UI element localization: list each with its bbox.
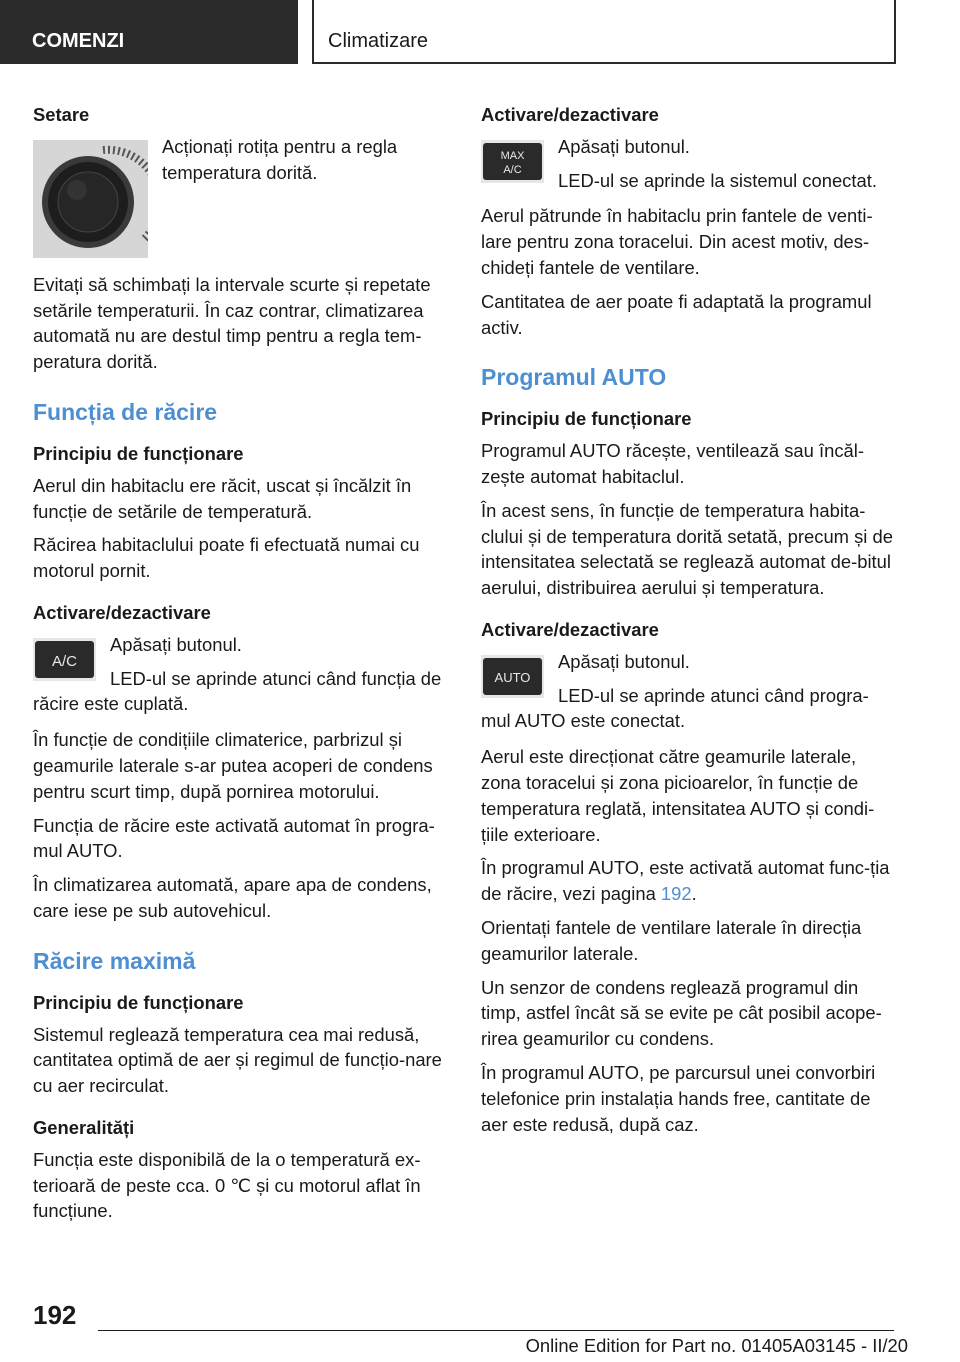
cooling-principle-p1: Aerul din habitaclu ere răcit, uscat și încălzit în funcție de setările de temperatură. — [33, 474, 412, 522]
general-heading: Generalități — [33, 1116, 135, 1138]
max-p2: Cantitatea de aer poate fi adaptată la programul activ. — [481, 290, 872, 338]
auto-button-icon — [481, 655, 544, 698]
auto-principle-p2: În acest sens, în funcție de temperatura habita-clului și de temperatura dorită setată, precum și de intensitatea selectată se reglează automat de-bitul aerului, distribuirea aerului și temperatura. — [481, 499, 893, 599]
page-number: 192 — [33, 1300, 77, 1330]
max-activation-heading: Activare/dezactivare — [481, 104, 659, 125]
temperature-dial-icon — [33, 140, 148, 258]
right-column — [481, 102, 893, 1145]
max-principle-heading: Principiu de funcționare — [33, 991, 244, 1013]
setare-instruction: Acționați rotița pentru a regla temperatura dorită. — [162, 135, 398, 183]
section-tab: COMENZI — [0, 0, 298, 64]
auto-p3: Orientați fantele de ventilare laterale în direcția geamurilor laterale. — [481, 916, 862, 964]
setare-paragraph: Evitați să schimbați la intervale scurte și repetate setările temperaturii. În caz contrar, climatizarea automată nu are destul timp pentru a regla tem-peratura dorită. — [33, 273, 431, 373]
max-cooling-section-title: Răcire maximă — [33, 947, 196, 974]
ac-button-icon — [33, 638, 96, 681]
max-led: LED-ul se aprinde la sistemul conectat. — [558, 169, 877, 191]
auto-p5: În programul AUTO, pe parcursul unei convorbiri telefonice prin instalația hands free, cantitate de aer este redusă, după caz. — [481, 1061, 876, 1135]
general-paragraph: Funcția este disponibilă de la o temperatură ex-terioară de peste cca. 0 ℃ și cu motorul aflat în funcțiune. — [33, 1148, 421, 1222]
max-principle-paragraph: Sistemul reglează temperatura cea mai redusă, cantitatea optimă de aer și regimul de funcțio-nare cu aer recirculat. — [33, 1023, 442, 1097]
page-link[interactable]: 192 — [660, 883, 692, 905]
auto-button-label: AUTO — [494, 669, 531, 685]
chapter-tab: Climatizare — [312, 0, 896, 64]
ac-button-image — [33, 638, 96, 681]
temperature-dial-image — [33, 140, 148, 258]
cooling-principle-heading: Principiu de funcționare — [33, 442, 244, 464]
auto-section-title: Programul AUTO — [481, 364, 667, 391]
max-p1: Aerul pătrunde în habitaclu prin fantele de venti-lare pentru zona toracelui. Din acest motiv, des-chideți fantele de ventilare. — [481, 205, 873, 278]
max-ac-label-bottom: A/C — [503, 163, 522, 176]
max-press: Apăsați butonul. — [558, 135, 690, 157]
cooling-principle-p2: Răcirea habitaclului poate fi efectuată numai cu motorul pornit. — [33, 534, 420, 582]
auto-p2-text: În programul AUTO, este activată automat func-ția de răcire, vezi pagina — [481, 857, 890, 905]
max-ac-button-icon — [481, 140, 544, 183]
auto-button-image — [481, 655, 544, 698]
setare-heading: Setare — [33, 104, 90, 125]
ac-button-label: A/C — [51, 652, 78, 670]
auto-led: LED-ul se aprinde atunci când progra-mul AUTO este conectat. — [481, 684, 869, 732]
cooling-p2: Funcția de răcire este activată automat în progra-mul AUTO. — [33, 814, 435, 862]
auto-principle-heading: Principiu de funcționare — [481, 408, 692, 430]
max-ac-label-top: MAX — [500, 149, 525, 162]
auto-press: Apăsați butonul. — [558, 650, 690, 672]
left-column — [33, 102, 445, 1232]
max-ac-button-image — [481, 140, 544, 183]
auto-activation-heading: Activare/dezactivare — [481, 618, 659, 640]
cooling-activation-heading: Activare/dezactivare — [33, 601, 211, 623]
edition-footer: Online Edition for Part no. 01405A03145 - II/20 — [525, 1335, 908, 1356]
cooling-p3: În climatizarea automată, apare apa de condens, care iese pe sub autovehicul. — [33, 874, 432, 921]
cooling-press: Apăsați butonul. — [110, 633, 242, 655]
cooling-led: LED-ul se aprinde atunci când funcția de răcire este cuplată. — [33, 667, 442, 715]
auto-p2-end: . — [691, 883, 697, 905]
auto-p1: Aerul este direcționat către geamurile laterale, zona toracelui și zona picioarelor, în funcție de temperatura reglată, intensitatea AUTO și condi-țiile exterioare. — [481, 746, 875, 845]
auto-p2 — [481, 855, 893, 907]
footer-divider — [98, 1330, 894, 1331]
cooling-section-title: Funcția de răcire — [33, 398, 218, 425]
auto-p4: Un senzor de condens reglează programul din timp, astfel încât să se evite pe cât posibil acope-rirea geamurilor cu condens. — [481, 976, 882, 1050]
auto-principle-p1: Programul AUTO răcește, ventilează sau încăl-zește automat habitaclul. — [481, 440, 864, 487]
cooling-p1: În funcție de condițiile climaterice, parbrizul și geamurile laterale s-ar putea acoperi de condens pentru scurt timp, după pornirea motorului. — [33, 729, 433, 802]
